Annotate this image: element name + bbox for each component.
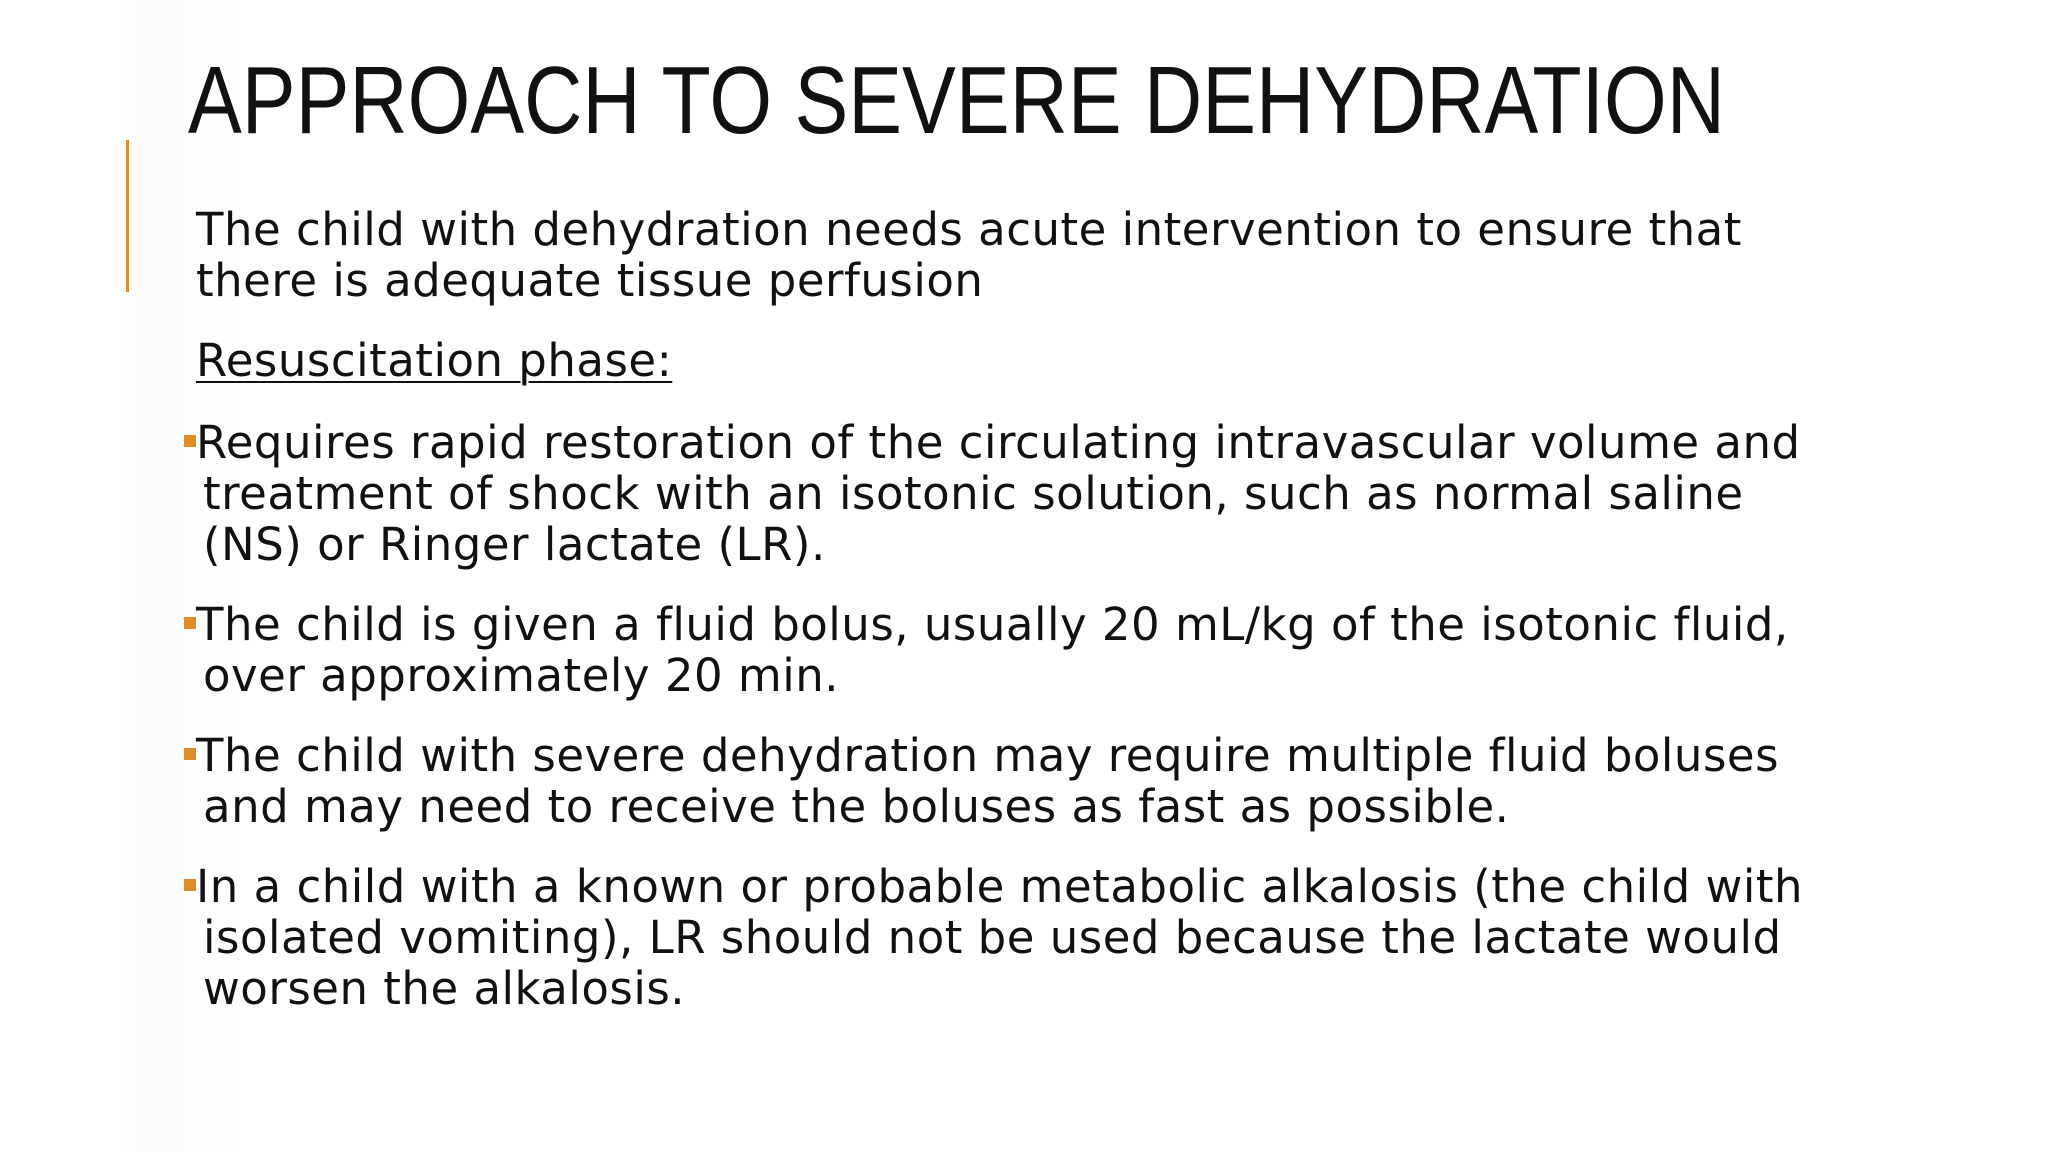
bullet-item: [196, 417, 1836, 570]
bullet-text: In a child with a known or probable metabolic alkalosis (the child with isolated vomiting), LR should not be used because the lactate would worsen the alkalosis.: [196, 860, 1804, 1015]
slide-body: [196, 204, 1836, 1043]
square-bullet-icon: [184, 879, 196, 891]
bullet-text: The child with severe dehydration may require multiple fluid boluses and may need to receive the boluses as fast as possible.: [196, 729, 1780, 833]
section-heading: Resuscitation phase:: [196, 334, 673, 387]
bullet-item: [196, 861, 1836, 1014]
square-bullet-icon: [184, 617, 196, 629]
intro-paragraph: The child with dehydration needs acute intervention to ensure that there is adequate tissue perfusion: [196, 203, 1742, 307]
bullet-item: [196, 730, 1836, 832]
accent-bar: [126, 140, 129, 292]
bullet-text: Requires rapid restoration of the circulating intravascular volume and treatment of shock with an isotonic solution, such as normal saline (NS) or Ringer lactate (LR).: [196, 416, 1801, 571]
square-bullet-icon: [184, 435, 196, 447]
bullet-text: The child is given a fluid bolus, usually 20 mL/kg of the isotonic fluid, over approximately 20 min.: [196, 598, 1789, 702]
bullet-item: [196, 599, 1836, 701]
slide-title: APPROACH TO SEVERE DEHYDRATION: [188, 47, 1725, 154]
square-bullet-icon: [184, 748, 196, 760]
